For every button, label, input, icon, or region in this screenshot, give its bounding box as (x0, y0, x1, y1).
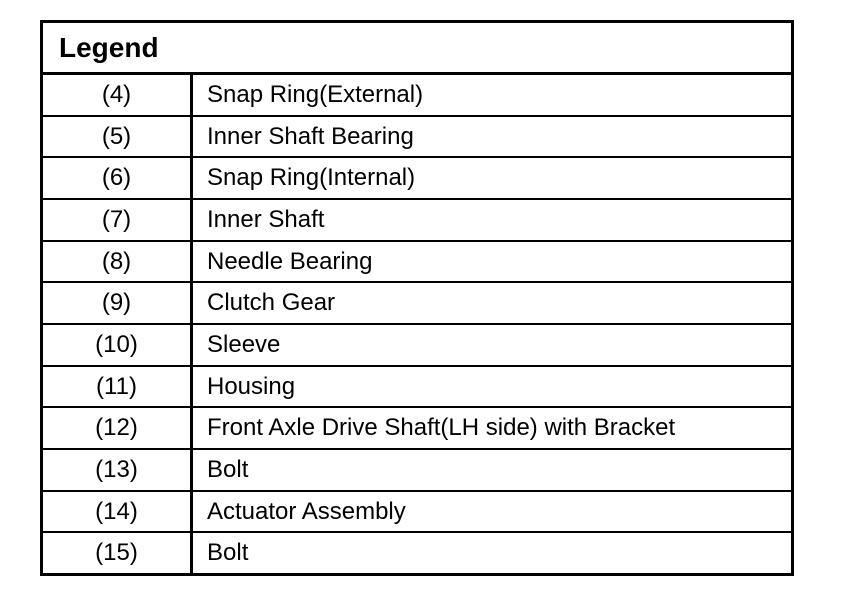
table-row (43, 450, 791, 492)
table-row (43, 492, 791, 534)
part-number: (13) (43, 450, 193, 490)
part-description: Front Axle Drive Shaft(LH side) with Bracket (207, 414, 676, 442)
table-row (43, 75, 791, 117)
part-number: (14) (43, 492, 193, 532)
part-description: Snap Ring(Internal) (207, 164, 416, 192)
table-row (43, 408, 791, 450)
part-number: (4) (43, 75, 193, 115)
part-number: (5) (43, 117, 193, 157)
table-row (43, 158, 791, 200)
table-row (43, 242, 791, 284)
legend-title: Legend (43, 23, 791, 75)
part-description: Snap Ring(External) (207, 80, 424, 108)
part-description: Needle Bearing (207, 247, 373, 275)
part-number: (10) (43, 325, 193, 365)
part-description: Housing (207, 372, 296, 400)
part-description: Actuator Assembly (207, 497, 406, 525)
table-row (43, 117, 791, 159)
table-row (43, 367, 791, 409)
legend-table (40, 20, 794, 576)
part-description: Sleeve (207, 330, 281, 358)
table-row (43, 325, 791, 367)
part-number: (15) (43, 533, 193, 573)
part-number: (11) (43, 367, 193, 407)
part-description: Bolt (207, 539, 249, 567)
part-number: (12) (43, 408, 193, 448)
legend-rows (43, 75, 791, 573)
part-number: (8) (43, 242, 193, 282)
part-description: Inner Shaft Bearing (207, 122, 414, 150)
part-number: (6) (43, 158, 193, 198)
part-description: Inner Shaft (207, 205, 325, 233)
table-row (43, 533, 791, 573)
part-description: Clutch Gear (207, 289, 336, 317)
table-row (43, 200, 791, 242)
part-number: (9) (43, 283, 193, 323)
part-number: (7) (43, 200, 193, 240)
part-description: Bolt (207, 455, 249, 483)
table-row (43, 283, 791, 325)
